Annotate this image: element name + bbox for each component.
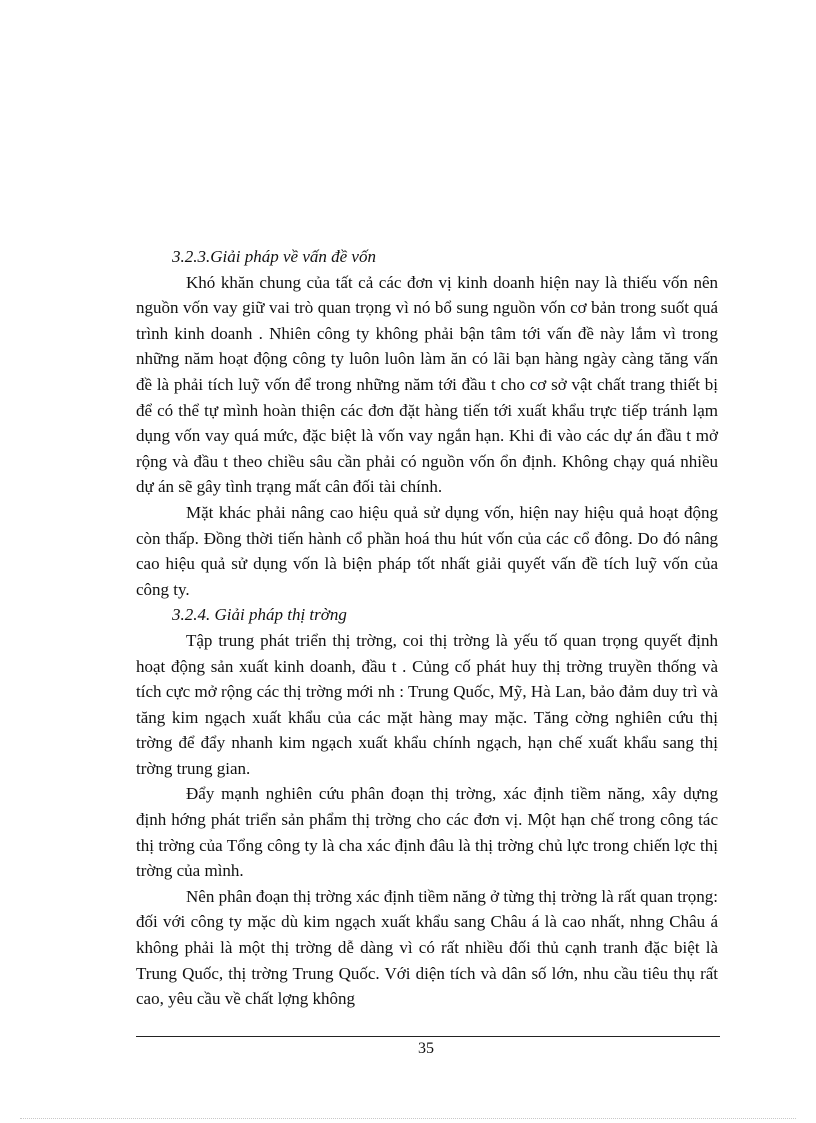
- section-heading-market: 3.2.4. Giải pháp thị trờng: [172, 605, 347, 625]
- footer-divider: [136, 1036, 720, 1037]
- paragraph-market-segmentation: Đẩy mạnh nghiên cứu phân đoạn thị trờng, xác định tiềm năng, xây dựng định hớng phát triển sản phẩm thị trờng cho các đơn vị. Một hạn chế trong công tác thị trờng của Tổng công ty là cha xác định đâu là thị trờng chủ lực trong chiến lợc thị trờng của mình.: [136, 784, 718, 881]
- paragraph-capital-efficiency: Mặt khác phải nâng cao hiệu quả sử dụng vốn, hiện nay hiệu quả hoạt động còn thấp. Đồng thời tiến hành cổ phần hoá thu hút vốn của các cổ đông. Do đó nâng cao hiệu quả sử dụng vốn là biện pháp tốt nhất giải quyết vấn đề tích luỹ vốn của công ty.: [136, 502, 718, 599]
- page-number: 35: [418, 1040, 434, 1057]
- section-heading-capital: 3.2.3.Giải pháp về vấn đề vốn: [172, 247, 376, 266]
- body-text: [136, 244, 718, 1012]
- page-edge-divider: [20, 1118, 796, 1119]
- paragraph-market-potential: Nên phân đoạn thị trờng xác định tiềm năng ở từng thị trờng là rất quan trọng: đối với công ty mặc dù kim ngạch xuất khẩu sang Châu á là cao nhất, nhng Châu á không phải là một thị trờng dễ dàng vì có rất nhiều đối thủ cạnh tranh đặc biệt là Trung Quốc, thị trờng Trung Quốc. Với diện tích và dân số lớn, nhu cầu tiêu thụ rất cao, yêu cầu về chất lợng không: [136, 886, 718, 1009]
- paragraph-capital-shortage: Khó khăn chung của tất cả các đơn vị kinh doanh hiện nay là thiếu vốn nên nguồn vốn vay giữ vai trò quan trọng vì nó bổ sung nguồn vốn cơ bản trong suốt quá trình kinh doanh . Nhiên công ty không phải bận tâm tới vấn đề này lắm vì trong những năm hoạt động công ty luôn luôn làm ăn có lãi bạn hàng ngày càng tăng vấn đề là phải tích luỹ vốn để trong những năm tới đầu t cho cơ sở vật chất trang thiết bị để có thể tự mình hoàn thiện các đơn đặt hàng tiến tới xuất khẩu trực tiếp tránh lạm dụng vốn vay quá mức, đặc biệt là vốn vay ngắn hạn. Khi đi vào các dự án đầu t mở rộng và đầu t theo chiều sâu cần phải có nguồn vốn ổn định. Không chạy quá nhiều dự án sẽ gây tình trạng mất cân đối tài chính.: [136, 272, 718, 497]
- paragraph-market-development: Tập trung phát triển thị trờng, coi thị trờng là yếu tố quan trọng quyết định hoạt động sản xuất kinh doanh, đầu t . Củng cố phát huy thị trờng truyền thống và tích cực mở rộng các thị trờng mới nh : Trung Quốc, Mỹ, Hà Lan, bảo đảm duy trì và tăng kim ngạch xuất khẩu của các mặt hàng may mặc. Tăng cờng nghiên cứu thị trờng để đẩy nhanh kim ngạch xuất khẩu chính ngạch, hạn chế xuất khẩu sang thị trờng trung gian.: [136, 630, 718, 778]
